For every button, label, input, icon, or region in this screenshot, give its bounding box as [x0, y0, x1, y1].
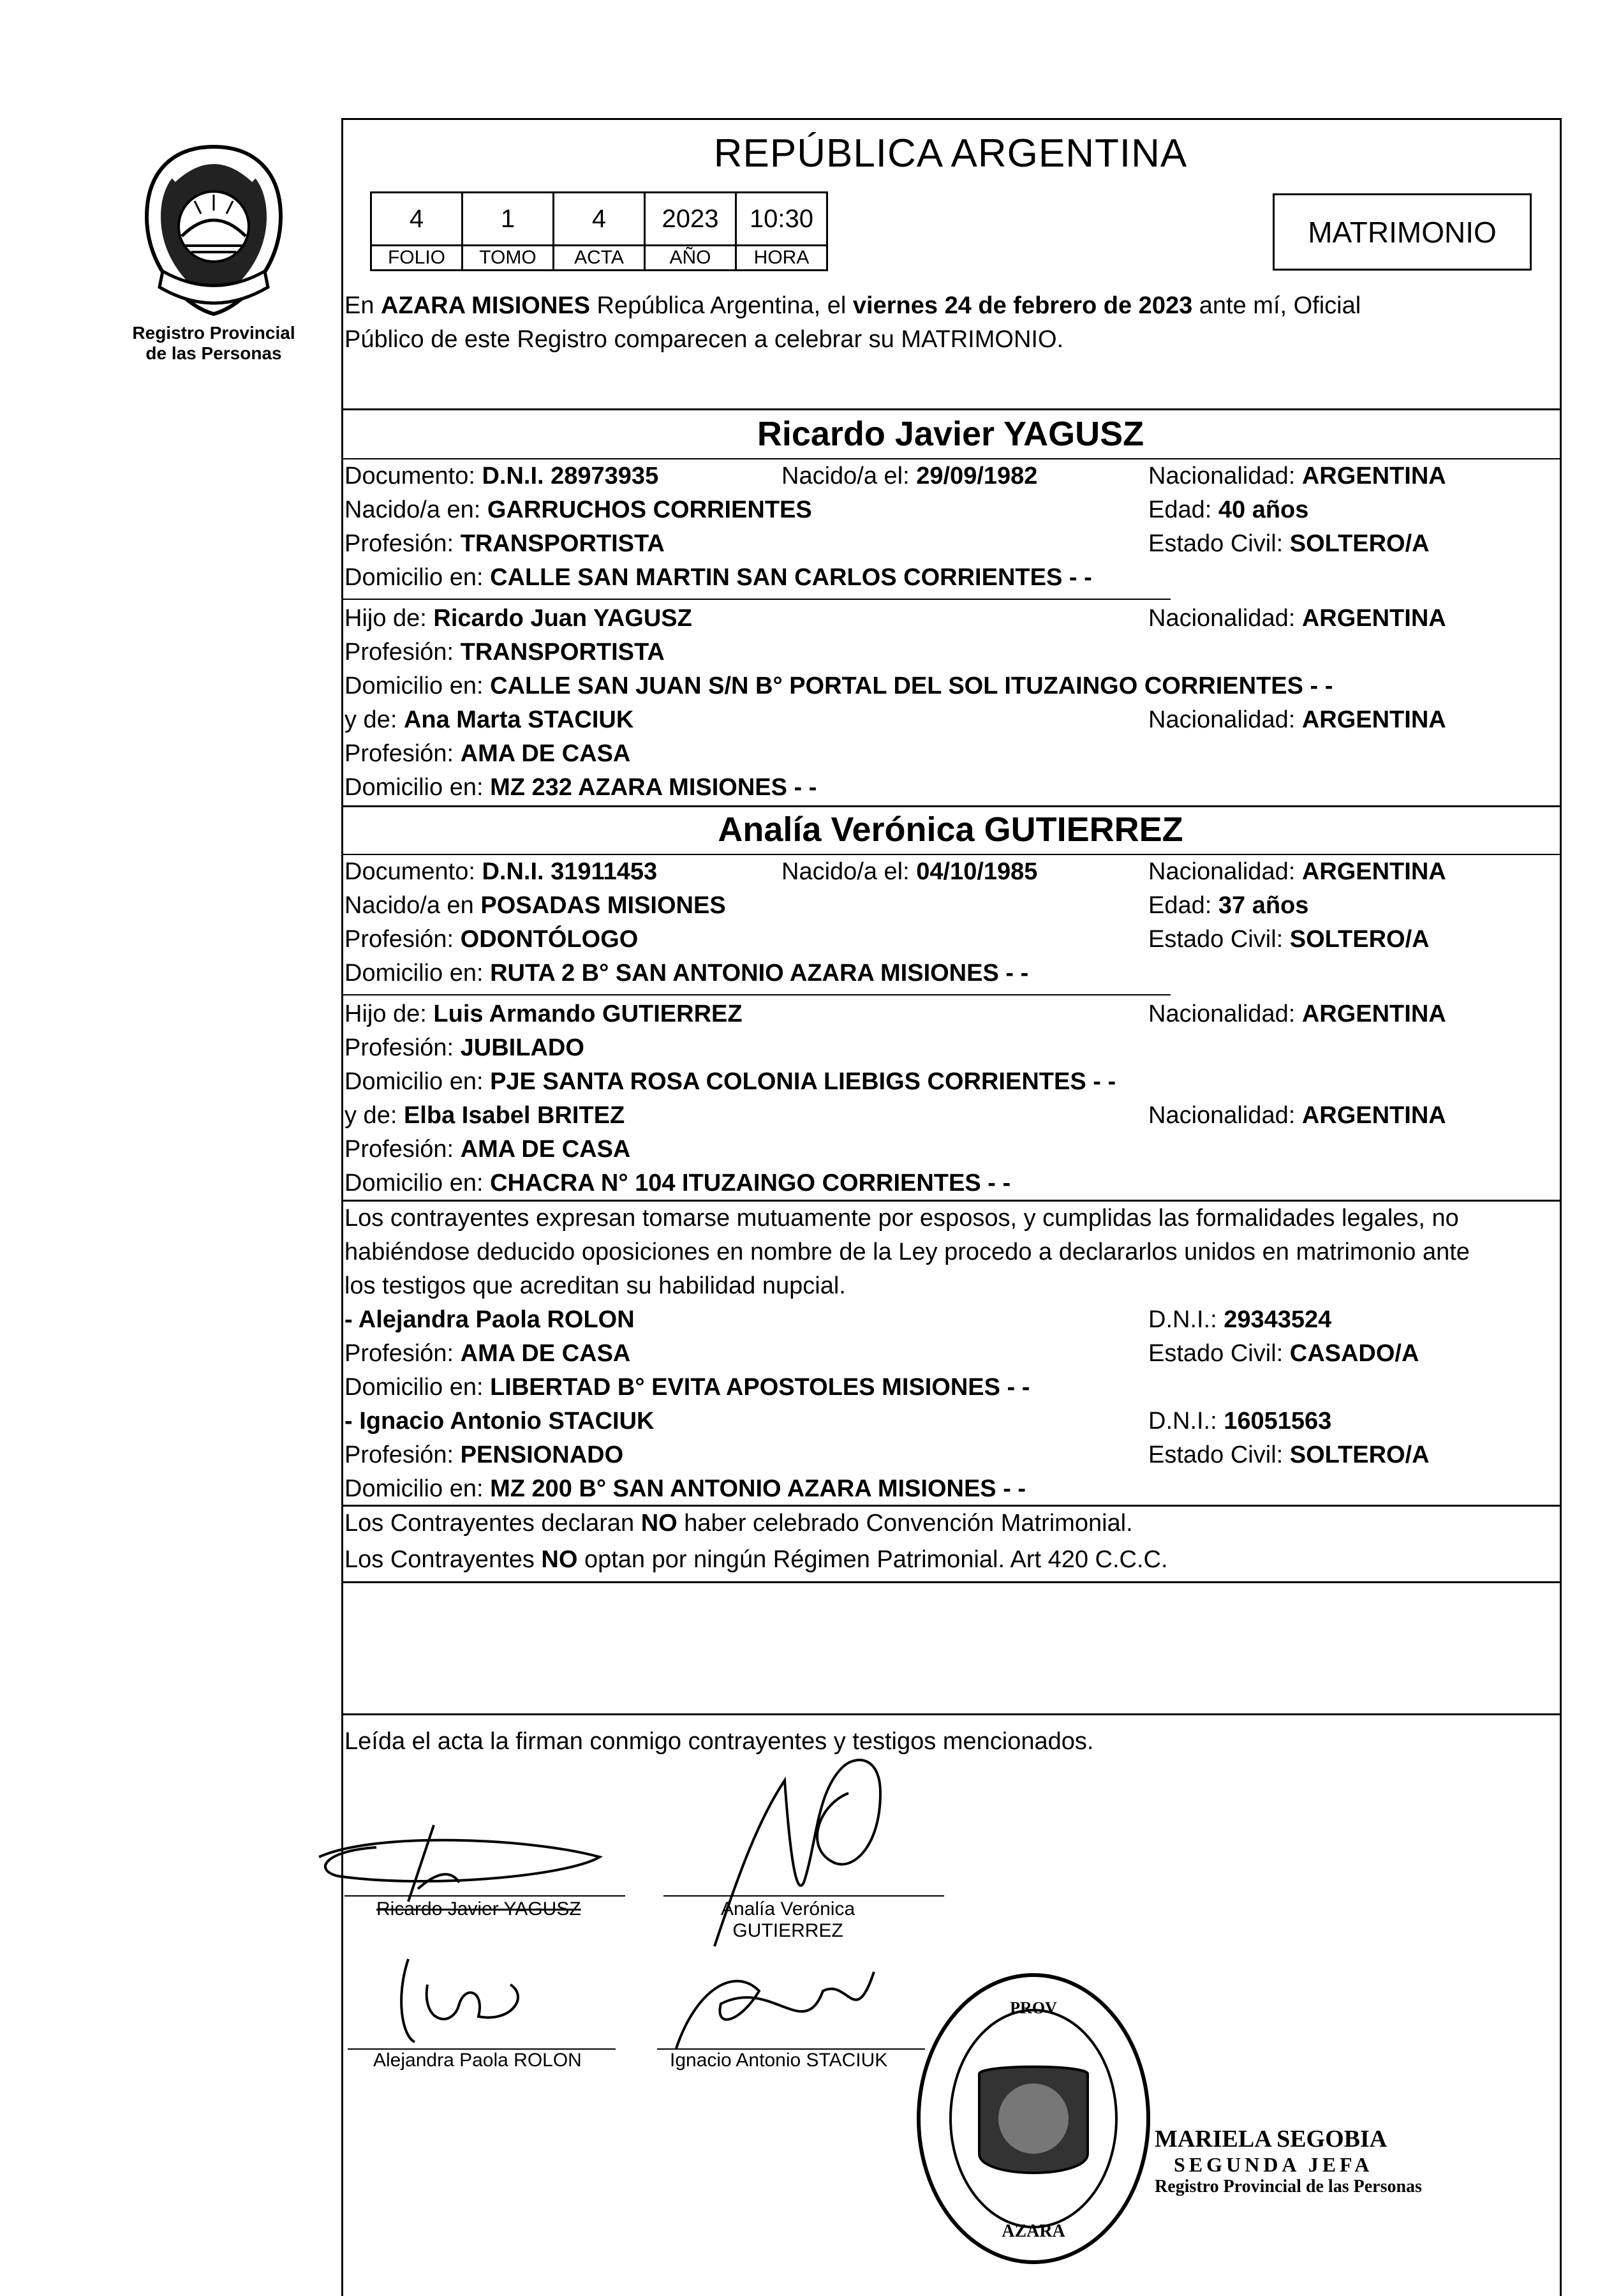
spouse1-father: Hijo de: Ricardo Juan YAGUSZ	[344, 605, 692, 632]
declaration-line-2: habiéndose deducido oposiciones en nombre de la Ley procedo a declararlos unidos en matrimonio ante	[344, 1239, 1470, 1265]
acta-label: ACTA	[554, 246, 645, 271]
official-stamp-icon	[906, 1962, 1161, 2281]
spouse2-mother-profession: Profesión: AMA DE CASA	[344, 1136, 631, 1163]
tomo-value: 1	[463, 193, 554, 246]
spouse2-age: Edad: 37 años	[1148, 892, 1309, 919]
officer-title: SEGUNDA JEFA	[1174, 2153, 1373, 2176]
spouse1-address: Domicilio en: CALLE SAN MARTIN SAN CARLOS CORRIENTES - -	[344, 564, 1092, 591]
closing-statement: Leída el acta la firman conmigo contrayentes y testigos mencionados.	[344, 1728, 1094, 1755]
intro-line-2: Público de este Registro comparecen a celebrar su MATRIMONIO.	[344, 326, 1064, 353]
spouse2-name: Analía Verónica GUTIERREZ	[718, 810, 1183, 849]
svg-text:AZARA: AZARA	[1002, 2221, 1065, 2241]
spouse1-profession: Profesión: TRANSPORTISTA	[344, 530, 665, 557]
signature-label-spouse2: Analía Verónica GUTIERREZ	[721, 1898, 855, 1941]
spouse2-address: Domicilio en: RUTA 2 B° SAN ANTONIO AZARA MISIONES - -	[344, 960, 1029, 987]
spouse1-mother-nationality: Nacionalidad: ARGENTINA	[1148, 706, 1446, 733]
witness1-dni: D.N.I.: 29343524	[1148, 1306, 1332, 1333]
witness2-dni: D.N.I.: 16051563	[1148, 1408, 1332, 1435]
folio-label: FOLIO	[371, 246, 463, 271]
record-reference-table	[370, 191, 828, 271]
witness1-name: - Alejandra Paola ROLON	[344, 1306, 635, 1333]
signature-label-witness1: Alejandra Paola ROLON	[373, 2050, 582, 2071]
spouse2-father-profession: Profesión: JUBILADO	[344, 1034, 584, 1061]
spouse2-birthplace: Nacido/a en POSADAS MISIONES	[344, 892, 726, 919]
declaration-line-1: Los contrayentes expresan tomarse mutuamente por esposos, y cumplidas las formalidades legales, no	[344, 1205, 1459, 1232]
registry-logo	[108, 140, 319, 364]
acta-value: 4	[554, 193, 645, 246]
hora-value: 10:30	[736, 193, 827, 246]
spouse1-document: Documento: D.N.I. 28973935	[344, 463, 659, 489]
tomo-label: TOMO	[463, 246, 554, 271]
signature-witness2-icon	[657, 1953, 887, 2061]
witness2-civil-status: Estado Civil: SOLTERO/A	[1148, 1442, 1430, 1468]
spouse2-mother-nationality: Nacionalidad: ARGENTINA	[1148, 1102, 1446, 1129]
spouse1-father-address: Domicilio en: CALLE SAN JUAN S/N B° PORTAL DEL SOL ITUZAINGO CORRIENTES - -	[344, 673, 1333, 699]
spouse2-nationality: Nacionalidad: ARGENTINA	[1148, 858, 1446, 885]
spouse1-father-nationality: Nacionalidad: ARGENTINA	[1148, 605, 1446, 632]
anio-value: 2023	[645, 193, 736, 246]
witness1-civil-status: Estado Civil: CASADO/A	[1148, 1340, 1419, 1367]
provincial-seal-icon	[134, 140, 293, 319]
spouse1-civil-status: Estado Civil: SOLTERO/A	[1148, 530, 1430, 557]
spouse1-mother-address: Domicilio en: MZ 232 AZARA MISIONES - -	[344, 774, 817, 801]
spouse1-birthplace: Nacido/a en: GARRUCHOS CORRIENTES	[344, 496, 812, 523]
intro-line-1: En AZARA MISIONES República Argentina, el viernes 24 de febrero de 2023 ante mí, Oficial	[344, 292, 1361, 319]
registry-label-line1: Registro Provincial	[132, 323, 295, 343]
officer-stamp	[1155, 2125, 1422, 2197]
spouse1-mother-profession: Profesión: AMA DE CASA	[344, 740, 631, 767]
anio-label: AÑO	[645, 246, 736, 271]
spouse1-nationality: Nacionalidad: ARGENTINA	[1148, 463, 1446, 489]
witness1-address: Domicilio en: LIBERTAD B° EVITA APOSTOLES MISIONES - -	[344, 1374, 1030, 1401]
spouse1-father-profession: Profesión: TRANSPORTISTA	[344, 639, 665, 666]
witness2-name: - Ignacio Antonio STACIUK	[344, 1408, 655, 1435]
officer-org: Registro Provincial de las Personas	[1155, 2177, 1422, 2196]
spouse2-profession: Profesión: ODONTÓLOGO	[344, 926, 639, 953]
hora-label: HORA	[736, 246, 827, 271]
officer-name: MARIELA SEGOBIA	[1155, 2126, 1388, 2152]
spouse2-birthdate: Nacido/a el: 04/10/1985	[781, 858, 1038, 885]
spouse2-mother: y de: Elba Isabel BRITEZ	[344, 1102, 625, 1129]
spouse2-mother-address: Domicilio en: CHACRA N° 104 ITUZAINGO CORRIENTES - -	[344, 1170, 1011, 1196]
svg-text:PROV: PROV	[1010, 1999, 1057, 2017]
registry-label-line2: de las Personas	[145, 343, 282, 363]
regime-line-2: Los Contrayentes NO optan por ningún Régimen Patrimonial. Art 420 C.C.C.	[344, 1546, 1168, 1573]
spouse2-father-address: Domicilio en: PJE SANTA ROSA COLONIA LIEBIGS CORRIENTES - -	[344, 1068, 1116, 1095]
spouse2-document: Documento: D.N.I. 31911453	[344, 858, 658, 885]
spouse1-name: Ricardo Javier YAGUSZ	[757, 415, 1144, 453]
regime-line-1: Los Contrayentes declaran NO haber celebrado Convención Matrimonial.	[344, 1510, 1133, 1537]
spouse1-mother: y de: Ana Marta STACIUK	[344, 706, 634, 733]
spouse2-civil-status: Estado Civil: SOLTERO/A	[1148, 926, 1430, 953]
spouse1-age: Edad: 40 años	[1148, 496, 1309, 523]
declaration-line-3: los testigos que acreditan su habilidad nupcial.	[344, 1272, 846, 1299]
signature-label-spouse1: Ricardo Javier YAGUSZ	[376, 1898, 581, 1920]
spouse2-father: Hijo de: Luis Armando GUTIERREZ	[344, 1001, 743, 1027]
spouse1-birthdate: Nacido/a el: 29/09/1982	[781, 463, 1038, 489]
witness1-profession: Profesión: AMA DE CASA	[344, 1340, 631, 1367]
folio-value: 4	[371, 193, 463, 246]
signature-label-witness2: Ignacio Antonio STACIUK	[670, 2050, 888, 2071]
document-title: REPÚBLICA ARGENTINA	[713, 131, 1188, 175]
witness2-address: Domicilio en: MZ 200 B° SAN ANTONIO AZARA MISIONES - -	[344, 1475, 1026, 1502]
record-type-box: MATRIMONIO	[1273, 193, 1532, 271]
spouse2-father-nationality: Nacionalidad: ARGENTINA	[1148, 1001, 1446, 1027]
witness2-profession: Profesión: PENSIONADO	[344, 1442, 624, 1468]
